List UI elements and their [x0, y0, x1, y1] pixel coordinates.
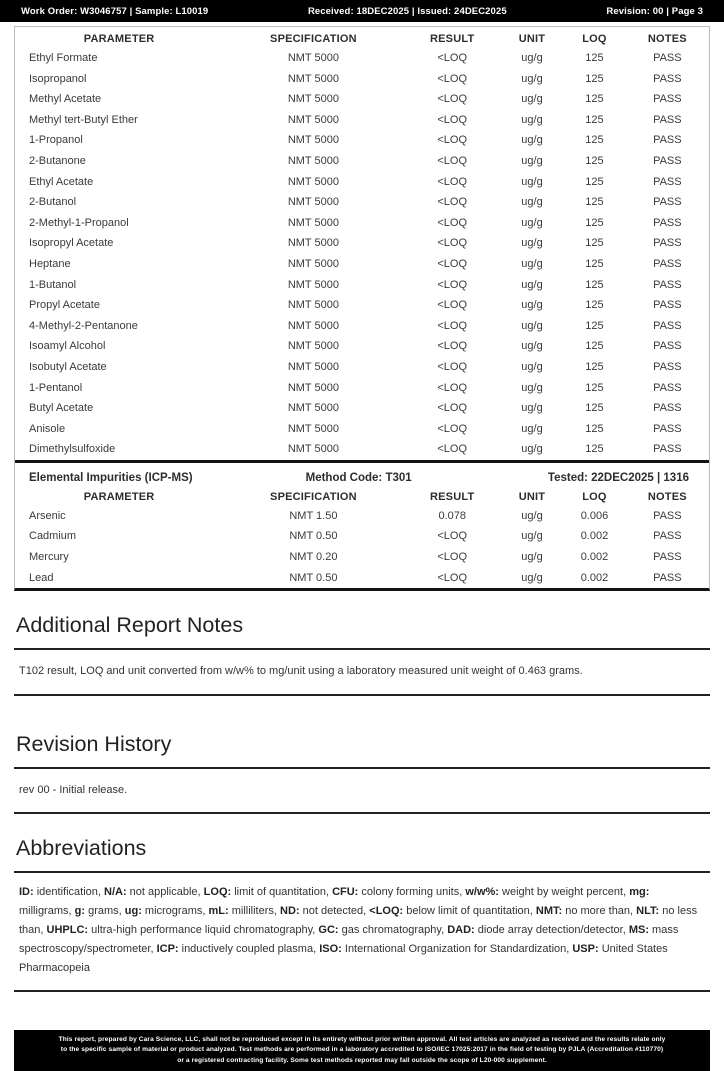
notes-cell: PASS: [653, 509, 682, 522]
elemental-section-title: Elemental Impurities (ICP-MS): [29, 471, 193, 484]
parameter-cell: Isopropanol: [29, 72, 87, 85]
result-cell: <LOQ: [437, 340, 468, 353]
notes-cell: PASS: [653, 52, 682, 64]
abbreviation-key: NMT:: [535, 905, 563, 918]
table-row: [15, 336, 709, 357]
result-cell: <LOQ: [437, 360, 468, 373]
unit-cell: ug/g: [521, 134, 543, 147]
parameter-cell: Ethyl Acetate: [29, 175, 94, 188]
specification-cell: NMT 5000: [287, 216, 339, 229]
table-row: [15, 233, 709, 254]
unit-cell: ug/g: [521, 319, 543, 332]
unit-cell: ug/g: [521, 381, 543, 394]
results-table-container: [14, 26, 710, 591]
additional-report-notes-section: [14, 607, 710, 696]
specification-cell: NMT 5000: [287, 381, 339, 394]
column-header: NOTES: [647, 33, 687, 45]
abbreviation-key: ID:: [19, 886, 34, 899]
column-header: PARAMETER: [83, 33, 155, 45]
table-row: [15, 378, 709, 399]
notes-cell: PASS: [653, 381, 682, 394]
abbreviations-section: [14, 830, 710, 992]
notes-cell: PASS: [653, 113, 682, 126]
unit-cell: ug/g: [521, 52, 543, 64]
parameter-cell: Cadmium: [29, 530, 77, 543]
work-order-sample-label: Work Order: W3046757 | Sample: L10019: [21, 5, 209, 17]
loq-cell: 125: [585, 443, 604, 456]
unit-cell: ug/g: [521, 113, 543, 126]
column-header: PARAMETER: [83, 490, 155, 503]
notes-cell: PASS: [653, 196, 682, 209]
table-row: [15, 419, 709, 440]
table-row: [15, 526, 709, 547]
unit-cell: ug/g: [521, 175, 543, 188]
abbreviation-key: USP:: [572, 942, 599, 955]
table-row: [15, 506, 709, 527]
parameter-cell: Butyl Acetate: [29, 402, 94, 415]
notes-cell: PASS: [653, 443, 682, 456]
abbreviations-text: ID: identification, N/A: not applicable, LOQ: limit of quantitation, CFU: colony forming units, w/w%: weight by weight percent, mg: milligrams, g: grams, ug: micrograms, mL: milliliters, ND: not detected, <LOQ: below limit of quantitation, NMT: no more than, NLT: no less than, UHPLC: ultra-high performance liquid chromatography, GC: gas chromatography, DAD: diode array detection/detector, MS: mass spectroscopy/spectrometer, ICP: inductively coupled plasma, ISO: International Organization for Standardization, USP: United States Pharmacopeia: [14, 873, 710, 992]
column-header: LOQ: [582, 490, 607, 503]
result-cell: <LOQ: [437, 299, 468, 312]
table-row: [15, 172, 709, 193]
result-cell: 0.078: [438, 509, 466, 522]
revision-page-label: Revision: 00 | Page 3: [606, 5, 703, 17]
unit-cell: ug/g: [521, 237, 543, 250]
notes-cell: PASS: [653, 134, 682, 147]
loq-cell: 125: [585, 175, 604, 188]
loq-cell: 125: [585, 93, 604, 106]
table-row: [15, 213, 709, 234]
unit-cell: ug/g: [521, 509, 543, 522]
unit-cell: ug/g: [521, 299, 543, 312]
specification-cell: NMT 5000: [287, 175, 339, 188]
specification-cell: NMT 0.50: [289, 571, 338, 584]
parameter-cell: Ethyl Formate: [29, 52, 98, 64]
abbreviation-key: ICP:: [156, 942, 179, 955]
loq-cell: 125: [585, 319, 604, 332]
abbreviation-key: MS:: [628, 924, 649, 937]
result-cell: <LOQ: [437, 72, 468, 85]
table-row: [15, 110, 709, 131]
notes-cell: PASS: [653, 402, 682, 415]
notes-cell: PASS: [653, 72, 682, 85]
result-cell: <LOQ: [437, 216, 468, 229]
parameter-cell: 2-Butanone: [29, 154, 86, 167]
loq-cell: 125: [585, 278, 604, 291]
parameter-cell: 1-Propanol: [29, 134, 83, 147]
table-row: [15, 275, 709, 296]
table-row: [15, 547, 709, 568]
parameter-cell: Arsenic: [29, 509, 66, 522]
additional-report-notes-body: T102 result, LOQ and unit converted from w/w% to mg/unit using a laboratory measured unit weight of 0.463 grams.: [14, 650, 710, 696]
table-row: [15, 357, 709, 378]
abbreviation-key: mL:: [208, 905, 229, 918]
parameter-cell: Isoamyl Alcohol: [29, 340, 106, 353]
parameter-cell: Isopropyl Acetate: [29, 237, 114, 250]
loq-cell: 125: [585, 154, 604, 167]
abbreviation-key: DAD:: [447, 924, 475, 937]
parameter-cell: 2-Butanol: [29, 196, 77, 209]
notes-cell: PASS: [653, 360, 682, 373]
loq-cell: 125: [585, 422, 604, 435]
notes-cell: PASS: [653, 340, 682, 353]
parameter-cell: Isobutyl Acetate: [29, 360, 107, 373]
result-cell: <LOQ: [437, 134, 468, 147]
specification-cell: NMT 5000: [287, 196, 339, 209]
specification-cell: NMT 5000: [287, 72, 339, 85]
notes-cell: PASS: [653, 571, 682, 584]
loq-cell: 125: [585, 52, 604, 64]
result-cell: <LOQ: [437, 237, 468, 250]
table-row: [15, 48, 709, 69]
notes-cell: PASS: [653, 93, 682, 106]
loq-cell: 125: [585, 257, 604, 270]
specification-cell: NMT 5000: [287, 422, 339, 435]
revision-history-body: rev 00 - Initial release.: [14, 769, 710, 815]
notes-cell: PASS: [653, 237, 682, 250]
specification-cell: NMT 5000: [287, 299, 339, 312]
unit-cell: ug/g: [521, 443, 543, 456]
footer-line: or a registered contracting facility. Some test methods reported may fall outside the scope of L20-000 supplement.: [177, 1056, 547, 1064]
loq-cell: 125: [585, 381, 604, 394]
unit-cell: ug/g: [521, 216, 543, 229]
loq-cell: 125: [585, 72, 604, 85]
unit-cell: ug/g: [521, 154, 543, 167]
result-cell: <LOQ: [437, 551, 468, 564]
column-header: UNIT: [518, 33, 546, 45]
abbreviation-key: mg:: [629, 886, 650, 899]
result-cell: <LOQ: [437, 52, 468, 64]
table-row: [15, 69, 709, 90]
specification-cell: NMT 5000: [287, 402, 339, 415]
abbreviation-key: GC:: [318, 924, 339, 937]
table-row: [15, 89, 709, 110]
specification-cell: NMT 5000: [287, 360, 339, 373]
notes-cell: PASS: [653, 278, 682, 291]
parameter-cell: 2-Methyl-1-Propanol: [29, 216, 129, 229]
table-row: [15, 130, 709, 151]
solvents-table-body: [15, 48, 709, 460]
loq-cell: 0.002: [580, 551, 609, 564]
unit-cell: ug/g: [521, 72, 543, 85]
abbreviation-key: ISO:: [319, 942, 342, 955]
elemental-table-body: [15, 506, 709, 588]
result-cell: <LOQ: [437, 381, 468, 394]
residual-solvents-table: [15, 27, 709, 460]
unit-cell: ug/g: [521, 93, 543, 106]
elemental-header-row: [15, 485, 709, 506]
specification-cell: NMT 5000: [287, 257, 339, 270]
abbreviation-key: w/w%:: [465, 886, 499, 899]
table-row: [15, 295, 709, 316]
loq-cell: 0.002: [580, 530, 609, 543]
parameter-cell: 1-Butanol: [29, 278, 77, 291]
notes-cell: PASS: [653, 175, 682, 188]
footer-line: This report, prepared by Cara Science, LLC, shall not be reproduced except in its entirety without prior written approval. All test articles are analyzed as received and the results relate only: [58, 1035, 666, 1043]
column-header: SPECIFICATION: [270, 490, 357, 503]
specification-cell: NMT 5000: [287, 278, 339, 291]
unit-cell: ug/g: [521, 257, 543, 270]
notes-cell: PASS: [653, 422, 682, 435]
elemental-impurities-table: [15, 485, 709, 588]
table-row: [15, 316, 709, 337]
loq-cell: 125: [585, 196, 604, 209]
result-cell: <LOQ: [437, 443, 468, 456]
parameter-cell: Methyl tert-Butyl Ether: [29, 113, 138, 126]
elemental-section-title-row: [15, 463, 709, 485]
notes-cell: PASS: [653, 551, 682, 564]
abbreviation-key: ug:: [124, 905, 142, 918]
specification-cell: NMT 0.20: [289, 551, 338, 564]
result-cell: <LOQ: [437, 422, 468, 435]
unit-cell: ug/g: [521, 402, 543, 415]
unit-cell: ug/g: [521, 571, 543, 584]
specification-cell: NMT 5000: [287, 443, 339, 456]
footer-line: to the specific sample of material or product analyzed. Test methods are performed in a laboratory accredited to ISO/IEC 17025:2017 in the field of testing by PJLA (Accreditation #110770): [60, 1046, 664, 1054]
loq-cell: 0.002: [580, 571, 609, 584]
table-row: [15, 254, 709, 275]
result-cell: <LOQ: [437, 113, 468, 126]
parameter-cell: Dimethylsulfoxide: [29, 443, 116, 456]
received-issued-label: Received: 18DEC2025 | Issued: 24DEC2025: [307, 5, 507, 17]
parameter-cell: 1-Pentanol: [29, 381, 83, 394]
notes-cell: PASS: [653, 319, 682, 332]
result-cell: <LOQ: [437, 530, 468, 543]
column-header: SPECIFICATION: [270, 33, 357, 45]
table-row: [15, 568, 709, 589]
result-cell: <LOQ: [437, 571, 468, 584]
table-row: [15, 439, 709, 460]
notes-cell: PASS: [653, 530, 682, 543]
specification-cell: NMT 1.50: [289, 509, 338, 522]
table-row: [15, 398, 709, 419]
revision-history-section: [14, 726, 710, 815]
column-header: UNIT: [518, 490, 546, 503]
loq-cell: 125: [585, 402, 604, 415]
notes-cell: PASS: [653, 154, 682, 167]
result-cell: <LOQ: [437, 402, 468, 415]
parameter-cell: Methyl Acetate: [29, 93, 102, 106]
abbreviations-heading: Abbreviations: [14, 830, 710, 873]
unit-cell: ug/g: [521, 196, 543, 209]
page-header-band: [0, 0, 724, 22]
specification-cell: NMT 5000: [287, 52, 339, 64]
table-row: [15, 151, 709, 172]
result-cell: <LOQ: [437, 93, 468, 106]
notes-cell: PASS: [653, 299, 682, 312]
unit-cell: ug/g: [521, 278, 543, 291]
loq-cell: 125: [585, 340, 604, 353]
loq-cell: 125: [585, 299, 604, 312]
abbreviation-key: ND:: [280, 905, 300, 918]
specification-cell: NMT 5000: [287, 113, 339, 126]
result-cell: <LOQ: [437, 154, 468, 167]
abbreviation-key: N/A:: [104, 886, 127, 899]
additional-report-notes-heading: Additional Report Notes: [14, 607, 710, 650]
loq-cell: 125: [585, 237, 604, 250]
method-code-label: Method Code: T301: [305, 471, 412, 484]
specification-cell: NMT 5000: [287, 319, 339, 332]
column-header: NOTES: [647, 490, 687, 503]
specification-cell: NMT 5000: [287, 134, 339, 147]
notes-cell: PASS: [653, 216, 682, 229]
loq-cell: 125: [585, 134, 604, 147]
column-header: RESULT: [430, 490, 475, 503]
specification-cell: NMT 5000: [287, 237, 339, 250]
unit-cell: ug/g: [521, 340, 543, 353]
loq-cell: 125: [585, 113, 604, 126]
specification-cell: NMT 5000: [287, 340, 339, 353]
unit-cell: ug/g: [521, 360, 543, 373]
specification-cell: NMT 5000: [287, 154, 339, 167]
result-cell: <LOQ: [437, 278, 468, 291]
column-header: LOQ: [582, 33, 607, 45]
parameter-cell: Propyl Acetate: [29, 299, 100, 312]
page-footer-band: [14, 1030, 710, 1071]
tested-date-label: Tested: 22DEC2025 | 1316: [547, 471, 689, 484]
loq-cell: 0.006: [580, 509, 609, 522]
unit-cell: ug/g: [521, 551, 543, 564]
parameter-cell: 4-Methyl-2-Pentanone: [29, 319, 138, 332]
result-cell: <LOQ: [437, 319, 468, 332]
result-cell: <LOQ: [437, 196, 468, 209]
specification-cell: NMT 5000: [287, 93, 339, 106]
abbreviation-key: LOQ:: [203, 886, 232, 899]
column-header: RESULT: [430, 33, 475, 45]
solvents-header-row: [15, 27, 709, 48]
parameter-cell: Lead: [29, 571, 54, 584]
abbreviation-key: UHPLC:: [46, 924, 89, 937]
notes-cell: PASS: [653, 257, 682, 270]
abbreviation-key: g:: [74, 905, 86, 918]
result-cell: <LOQ: [437, 175, 468, 188]
unit-cell: ug/g: [521, 422, 543, 435]
table-row: [15, 192, 709, 213]
parameter-cell: Heptane: [29, 257, 71, 270]
revision-history-heading: Revision History: [14, 726, 710, 769]
abbreviation-key: NLT:: [636, 905, 660, 918]
result-cell: <LOQ: [437, 257, 468, 270]
loq-cell: 125: [585, 360, 604, 373]
abbreviation-key: CFU:: [332, 886, 359, 899]
specification-cell: NMT 0.50: [289, 530, 338, 543]
parameter-cell: Mercury: [29, 551, 69, 564]
loq-cell: 125: [585, 216, 604, 229]
unit-cell: ug/g: [521, 530, 543, 543]
parameter-cell: Anisole: [29, 422, 66, 435]
abbreviation-key: <LOQ:: [369, 905, 404, 918]
